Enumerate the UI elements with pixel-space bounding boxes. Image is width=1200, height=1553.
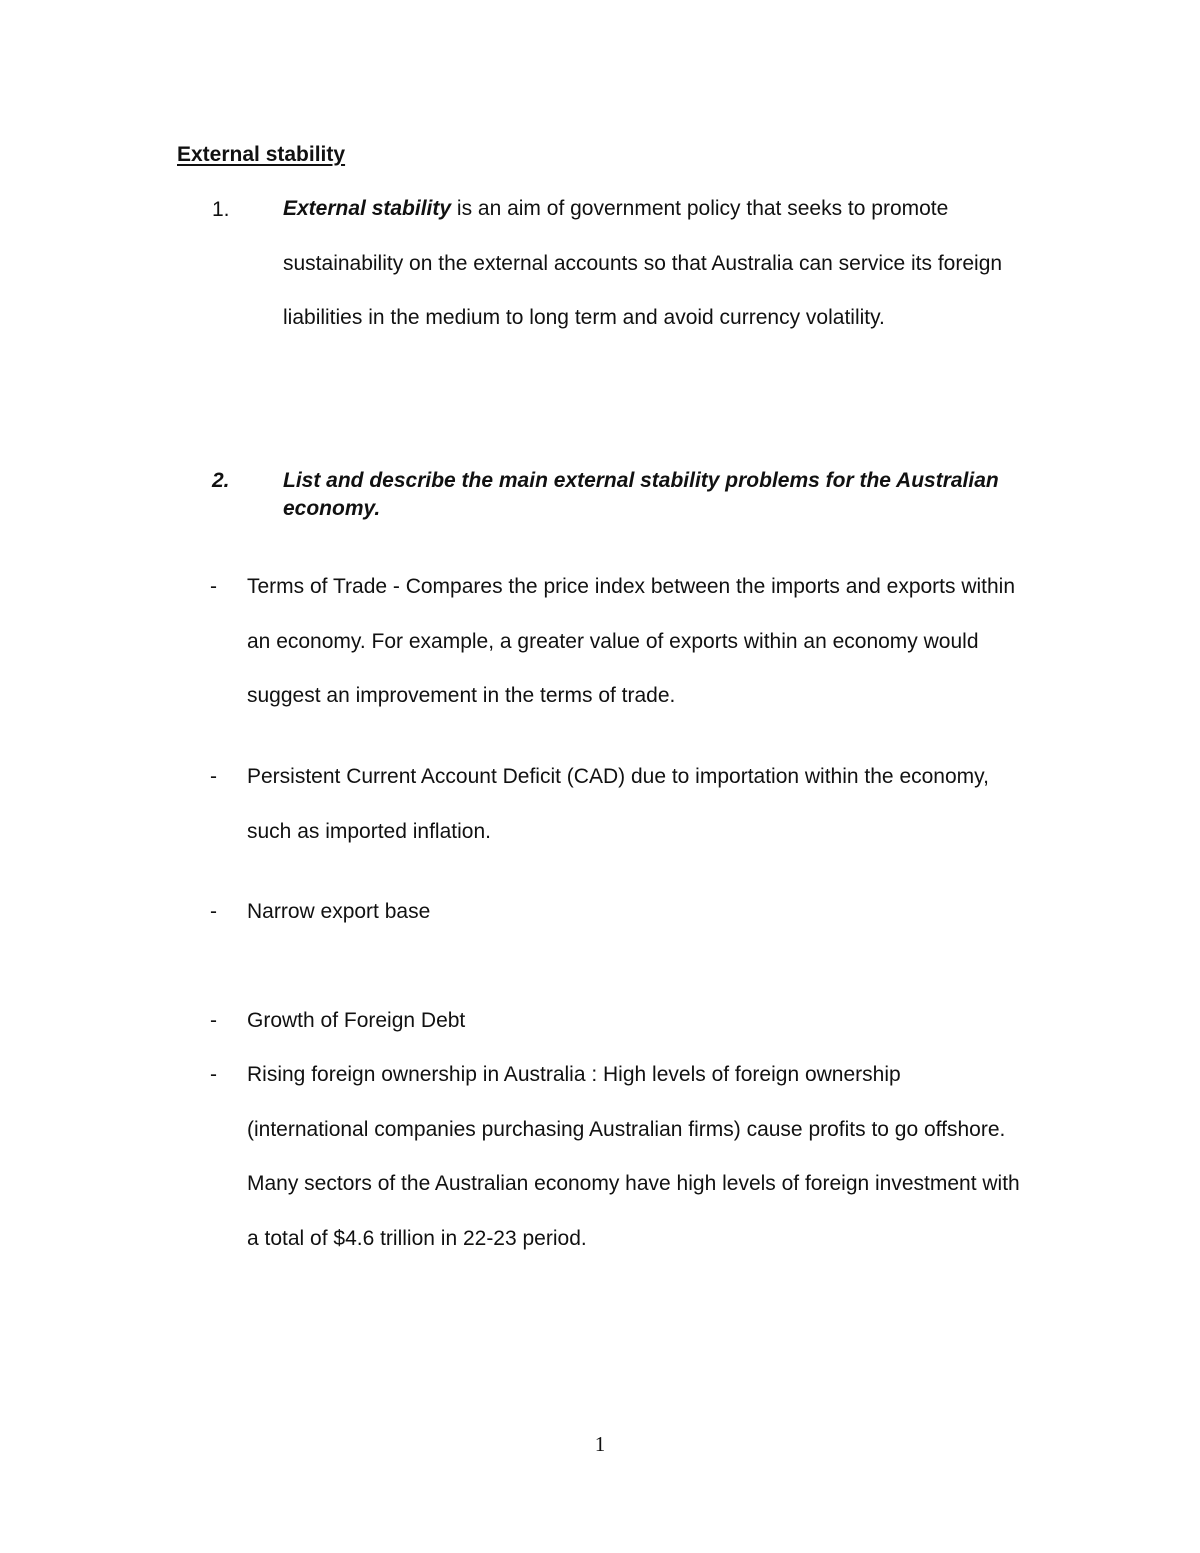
item-1-paragraph (283, 182, 1043, 346)
bullet-text: Narrow export base (247, 900, 431, 923)
bullet-dash: - (210, 1063, 217, 1086)
bullet-text: Terms of Trade - Compares the price index between the imports and exports within an economy. For example, a greater value of exports within an economy would suggest an improvement in the terms of trade. (247, 575, 1016, 707)
section-heading: External stability (177, 143, 346, 166)
item-2-number: 2. (212, 469, 230, 492)
page-number: 1 (594, 1432, 606, 1456)
bullet-text: Growth of Foreign Debt (247, 1009, 466, 1032)
bullet-text: Persistent Current Account Deficit (CAD) due to importation within the economy, such as imported inflation. (247, 765, 989, 843)
bullet-dash: - (210, 900, 217, 923)
bullet-text: Rising foreign ownership in Australia : High levels of foreign ownership (international companies purchasing Australian firms) cause profits to go offshore. Many sectors of the Australian economy have high levels of foreign investment with a total of $4.6 trillion in 22-23 period. (247, 1063, 1020, 1250)
item-2-question: List and describe the main external stability problems for the Australian economy. (283, 469, 999, 520)
bullet-dash: - (210, 765, 217, 788)
bullet-dash: - (210, 1009, 217, 1032)
bullet-dash: - (210, 575, 217, 598)
item-1-text: is an aim of government policy that seeks to promote sustainability on the external accounts so that Australia can service its foreign liabilities in the medium to long term and avoid currency volatility. (283, 197, 1003, 329)
item-1-term: External stability (283, 197, 452, 220)
item-1-number: 1. (212, 198, 230, 221)
